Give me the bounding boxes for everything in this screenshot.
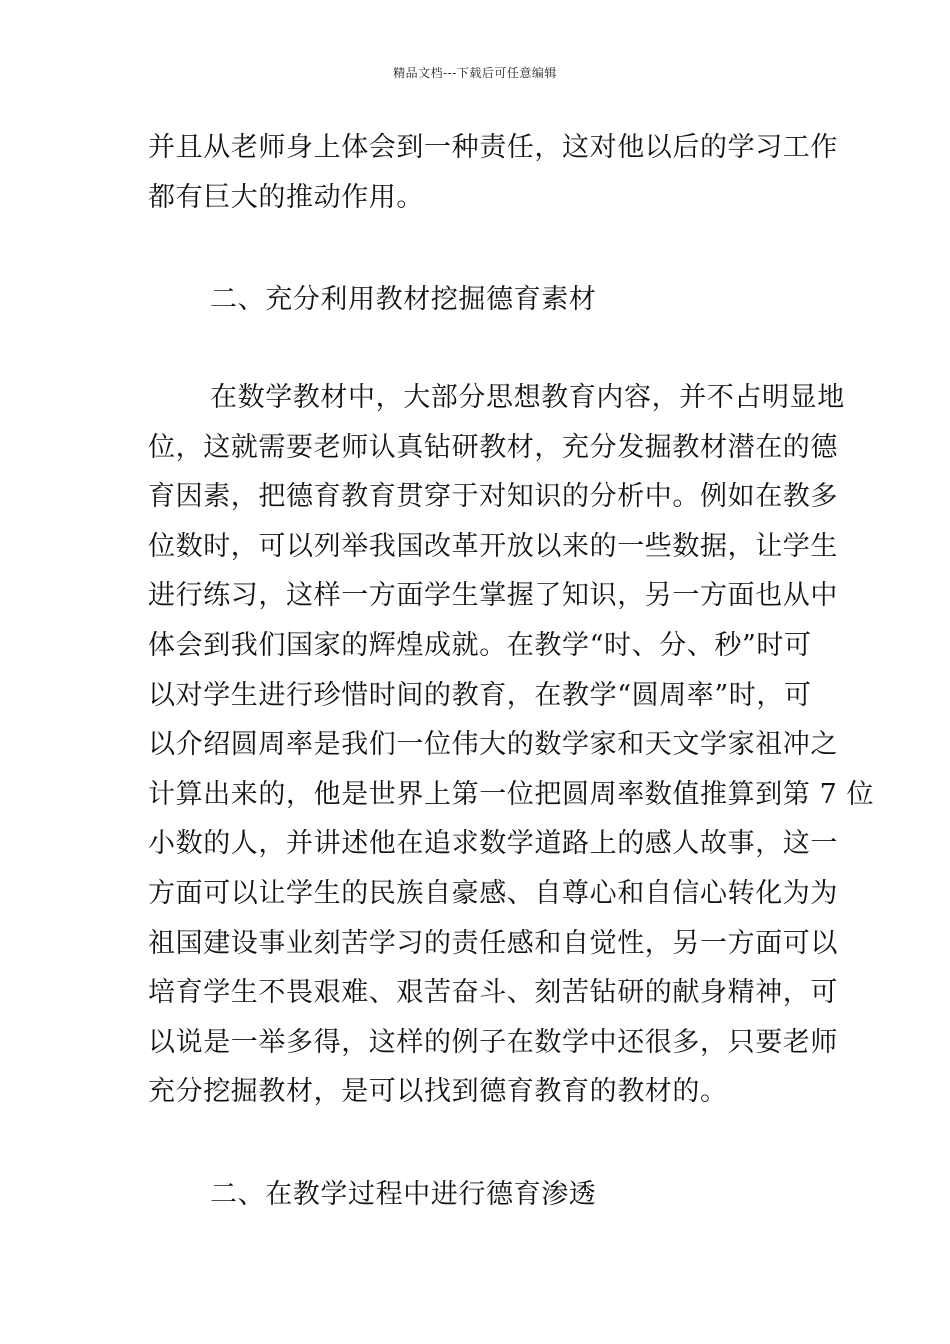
text-line: 以说是一举多得，这样的例子在数学中还很多，只要老师	[148, 1026, 838, 1058]
text-line: 以对学生进行珍惜时间的教育，在教学“圆周率”时，可	[148, 679, 812, 711]
text-line: 计算出来的，他是世界上第一位把圆周率数值推算到第 7 位	[148, 778, 875, 810]
text-line: 方面可以让学生的民族自豪感、自尊心和自信心转化为为	[148, 877, 838, 909]
text-line: 位，这就需要老师认真钻研教材，充分发掘教材潜在的德	[148, 431, 838, 463]
section-heading-1	[148, 275, 808, 325]
text-line: 在数学教材中，大部分思想教育内容，并不占明显地	[210, 382, 845, 413]
heading-text: 二、在教学过程中进行德育渗透	[210, 1179, 597, 1210]
text-line: 培育学生不畏艰难、艰苦奋斗、刻苦钻研的献身精神，可	[148, 977, 838, 1009]
text-line: 育因素，把德育教育贯穿于对知识的分析中。例如在教多	[148, 481, 838, 513]
text-line: 并且从老师身上体会到一种责任，这对他以后的学习工作	[148, 132, 838, 163]
section-heading-2	[148, 1170, 808, 1220]
text-line: 进行练习，这样一方面学生掌握了知识，另一方面也从中	[148, 580, 838, 612]
text-line: 祖国建设事业刻苦学习的责任感和自觉性，另一方面可以	[148, 927, 838, 959]
page-header: 精品文档---下载后可任意编辑	[393, 66, 557, 80]
text-line: 充分挖掘教材，是可以找到德育教育的教材的。	[148, 1076, 728, 1108]
text-line: 以介绍圆周率是我们一位伟大的数学家和天文学家祖冲之	[148, 729, 838, 761]
text-line: 小数的人，并讲述他在追求数学道路上的感人故事，这一	[148, 828, 838, 860]
heading-text: 二、充分利用教材挖掘德育素材	[210, 284, 597, 315]
paragraph-continued	[148, 123, 838, 222]
text-line: 都有巨大的推动作用。	[148, 181, 424, 213]
paragraph-body	[148, 373, 875, 1117]
text-line: 体会到我们国家的辉煌成就。在教学“时、分、秒”时可	[148, 629, 812, 661]
text-line: 位数时，可以列举我国改革开放以来的一些数据，让学生	[148, 530, 838, 562]
